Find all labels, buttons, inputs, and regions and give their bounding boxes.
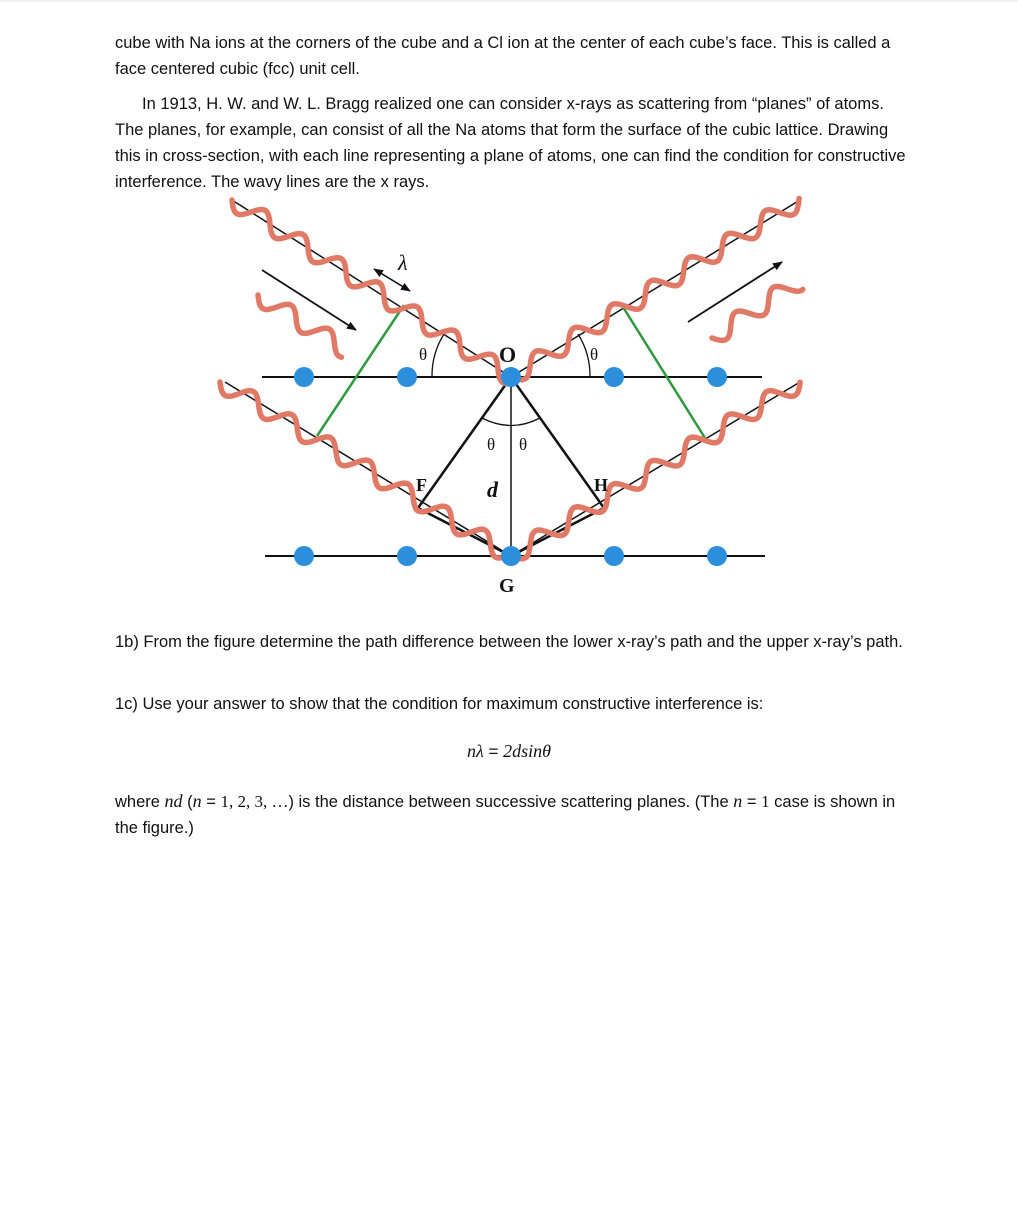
equation-rhs: 2dsinθ	[503, 741, 552, 761]
equation-lhs: nλ	[466, 741, 484, 761]
atom	[397, 367, 417, 387]
note-n: n	[192, 791, 202, 811]
note-text: where	[115, 793, 165, 811]
theta-label-center-right: θ	[519, 435, 528, 454]
atom	[707, 367, 727, 387]
note-text: case is shown in the figure.)	[115, 793, 896, 837]
upper-outgoing-ray	[511, 200, 800, 377]
atom-O	[501, 367, 521, 387]
note-text: ) is the distance between successive scattering planes. (The	[288, 793, 734, 811]
atom	[604, 546, 624, 566]
lower-outgoing-ray	[511, 382, 800, 556]
equation-equals: =	[483, 742, 504, 761]
question-1b: 1b) From the figure determine the path difference between the lower x-ray’s path and the upper x-ray’s path.	[115, 633, 903, 651]
upper-incoming-ray	[232, 200, 511, 377]
atom-G	[501, 546, 521, 566]
note-one: 1	[761, 792, 770, 811]
atom	[294, 367, 314, 387]
lambda-label: λ	[398, 250, 408, 275]
atom	[294, 546, 314, 566]
note-n: n	[733, 791, 743, 811]
bragg-equation	[0, 738, 1018, 765]
lower-incoming-ray	[225, 382, 511, 556]
atom	[604, 367, 624, 387]
theta-label-left: θ	[419, 345, 428, 364]
outgoing-wavefront	[623, 307, 705, 438]
label-O: O	[499, 342, 517, 367]
intro-paragraph: cube with Na ions at the corners of the cube and a Cl ion at the center of each cube’s face. This is called a face centered cubic (fcc) unit cell.	[115, 34, 891, 78]
note-text: =	[201, 793, 221, 811]
line-H-G	[511, 508, 604, 556]
theta-label-center-left: θ	[487, 435, 496, 454]
xray-reflected-short-wave	[712, 287, 803, 341]
label-G: G	[499, 575, 515, 597]
label-d: d	[487, 477, 498, 502]
xray-incident-short-wave	[258, 295, 342, 357]
question-1c: 1c) Use your answer to show that the condition for maximum constructive interference is:	[115, 695, 764, 713]
atom	[707, 546, 727, 566]
incident-direction-arrow	[262, 270, 356, 330]
note-text: (	[182, 793, 193, 811]
where-note	[115, 788, 915, 841]
note-text: =	[742, 793, 762, 811]
xray-lower-incoming-wave	[220, 382, 512, 558]
theta-label-right: θ	[590, 345, 599, 364]
label-F: F	[416, 475, 427, 495]
theta-arc-left	[432, 334, 444, 377]
note-nd: nd	[164, 791, 183, 811]
atom	[397, 546, 417, 566]
theta-arc-right	[578, 334, 590, 377]
note-values: 1, 2, 3, …	[220, 792, 289, 811]
bragg-paragraph: In 1913, H. W. and W. L. Bragg realized one can consider x-rays as scattering from “planes” of atoms. The planes, for example, can consist of all the Na atoms that form the surface of the cubic lattice. Drawing this in cross-section, with each line representing a plane of atoms, one can find the condition for constructive interference. The wavy lines are the x rays.	[115, 95, 906, 191]
incoming-wavefront	[317, 305, 404, 436]
label-H: H	[594, 475, 609, 495]
